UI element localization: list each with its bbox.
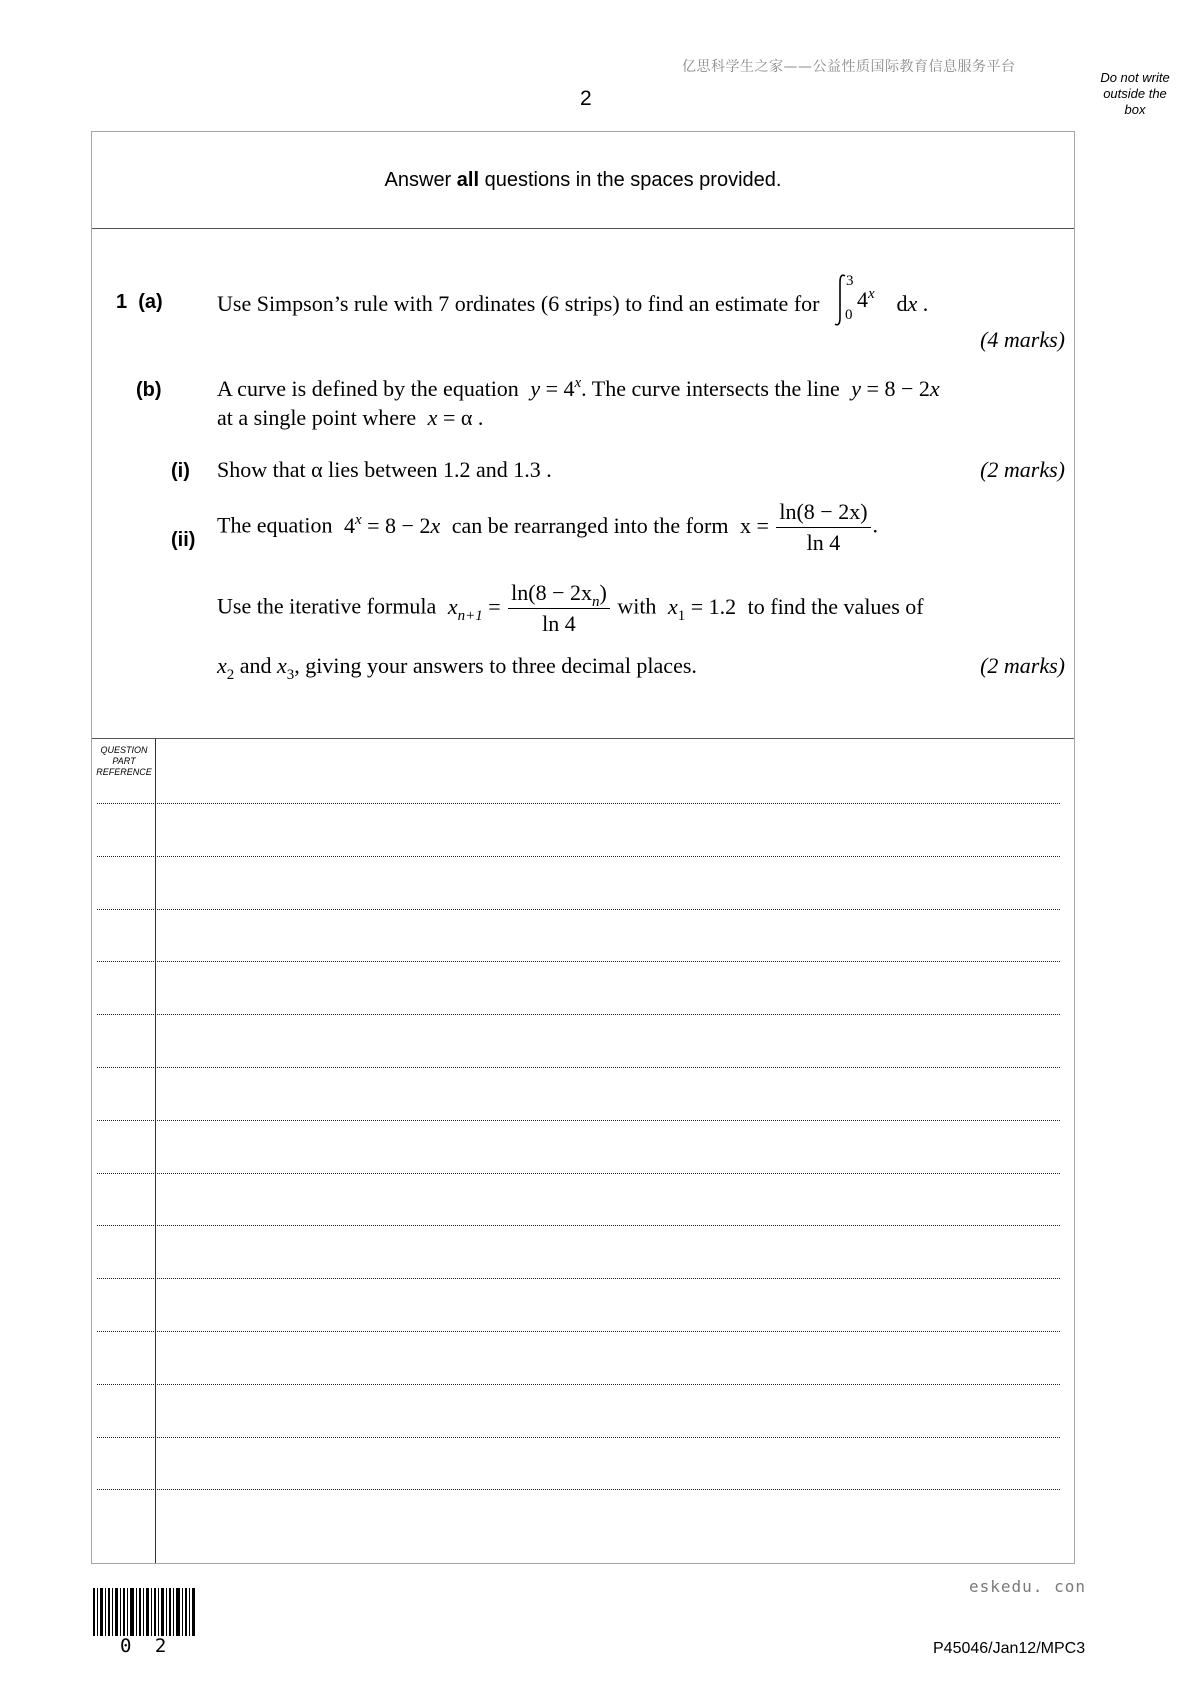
part-bii-line3: $x_2$ and $x_3$, giving your answers to three decimal places. <box>217 653 697 683</box>
barcode-number: 0 2 <box>120 1635 173 1657</box>
iteration-lhs: $x_{n+1}$ = <box>447 593 501 624</box>
answer-line[interactable] <box>97 1489 1060 1490</box>
answer-line[interactable] <box>97 1067 1060 1068</box>
ref-label-line: REFERENCE <box>96 767 152 777</box>
part-a-text <box>217 273 929 323</box>
instruction-text <box>92 169 1074 192</box>
margin-note-line: box <box>1124 102 1146 117</box>
instruction-suffix: questions in the spaces provided. <box>479 169 782 191</box>
instruction-prefix: Answer <box>384 169 457 191</box>
answer-line[interactable] <box>97 1384 1060 1385</box>
part-bi-label: (i) <box>171 460 190 482</box>
answer-line[interactable] <box>97 909 1060 910</box>
question-number: 1 (a) <box>116 291 163 313</box>
ref-label-line: QUESTION <box>100 745 148 755</box>
form-numerator: ln(8 − 2x) <box>776 499 870 528</box>
part-bi-marks: (2 marks) <box>980 457 1065 482</box>
margin-note <box>1085 70 1185 118</box>
answer-line[interactable] <box>97 1437 1060 1438</box>
part-bii-marks: (2 marks) <box>980 653 1065 678</box>
iteration-denominator: ln 4 <box>542 611 576 636</box>
part-bii-line2: Use the iterative formula $x_{n+1}$ = $\frac{\ln(8 - 2x_n)}{\ln 4}$ with $x_1 = 1.2$ to find the values of <box>217 580 924 636</box>
margin-note-line: Do not write <box>1100 70 1170 85</box>
paper-reference: P45046/Jan12/MPC3 <box>933 1640 1086 1657</box>
iteration-start: $x_1 = 1.2$ <box>667 593 737 624</box>
integral-lower-limit: 0 <box>844 307 853 323</box>
point-equation: x = α . <box>427 405 484 430</box>
reference-column-label <box>92 745 156 778</box>
margin-note-line: outside the <box>1103 86 1167 101</box>
iteration-fraction <box>508 580 610 637</box>
part-b-line2: at a single point where x = α . <box>217 405 484 430</box>
answer-line[interactable] <box>97 1173 1060 1174</box>
footer-watermark: eskedu. con <box>969 1577 1086 1596</box>
form-fraction <box>776 499 870 556</box>
page-number: 2 <box>580 87 592 110</box>
form-denominator: ln 4 <box>806 530 841 555</box>
curve-equation: y = 4$^x$ <box>530 375 582 401</box>
instruction-band <box>92 132 1074 229</box>
barcode-icon <box>93 1588 197 1636</box>
integral-expression <box>833 273 891 323</box>
part-a-label: (a) <box>138 291 163 313</box>
answer-line[interactable] <box>97 1014 1060 1015</box>
integral-upper-limit: 3 <box>845 273 854 289</box>
answer-line[interactable] <box>97 1225 1060 1226</box>
answer-line[interactable] <box>97 1331 1060 1332</box>
answer-line[interactable] <box>97 961 1060 962</box>
part-bii-label: (ii) <box>171 529 196 551</box>
part-a-marks: (4 marks) <box>980 327 1065 352</box>
answer-area <box>92 739 1074 1563</box>
instruction-bold: all <box>456 169 480 191</box>
question-part-reference-column <box>92 739 156 1563</box>
answer-line[interactable] <box>97 1278 1060 1279</box>
part-bi-text: Show that α lies between 1.2 and 1.3 . <box>217 457 552 482</box>
part-b-line1: A curve is defined by the equation y = 4$^x$. The curve intersects the line y = 8 − 2x <box>217 375 940 401</box>
part-a-question: Use Simpson’s rule with 7 ordinates (6 strips) to find an estimate for <box>217 291 820 316</box>
answer-line[interactable] <box>97 1120 1060 1121</box>
iteration-numerator: $\ln(8 - 2x_n)$ <box>508 580 610 609</box>
form-lhs: x = <box>739 512 769 538</box>
rearranged-equation: 4$^x$ = 8 − 2x <box>343 511 441 538</box>
line-equation: y = 8 − 2x <box>851 376 940 401</box>
header-watermark: 亿思科学生之家——公益性质国际教育信息服务平台 <box>682 59 1016 75</box>
integrand: 4$^x$ <box>856 286 875 312</box>
exam-frame <box>91 131 1075 1564</box>
answer-line[interactable] <box>97 856 1060 857</box>
question-area <box>92 229 1074 739</box>
part-bii-line1: The equation 4$^x$ = 8 − 2x can be rearranged into the form x = $\frac{\ln(8 - 2x)}{\ln 4}$ . <box>217 499 879 555</box>
part-b-label: (b) <box>136 379 162 401</box>
differential: dx . <box>896 291 929 316</box>
answer-line[interactable] <box>97 803 1060 804</box>
ref-label-line: PART <box>112 756 136 766</box>
